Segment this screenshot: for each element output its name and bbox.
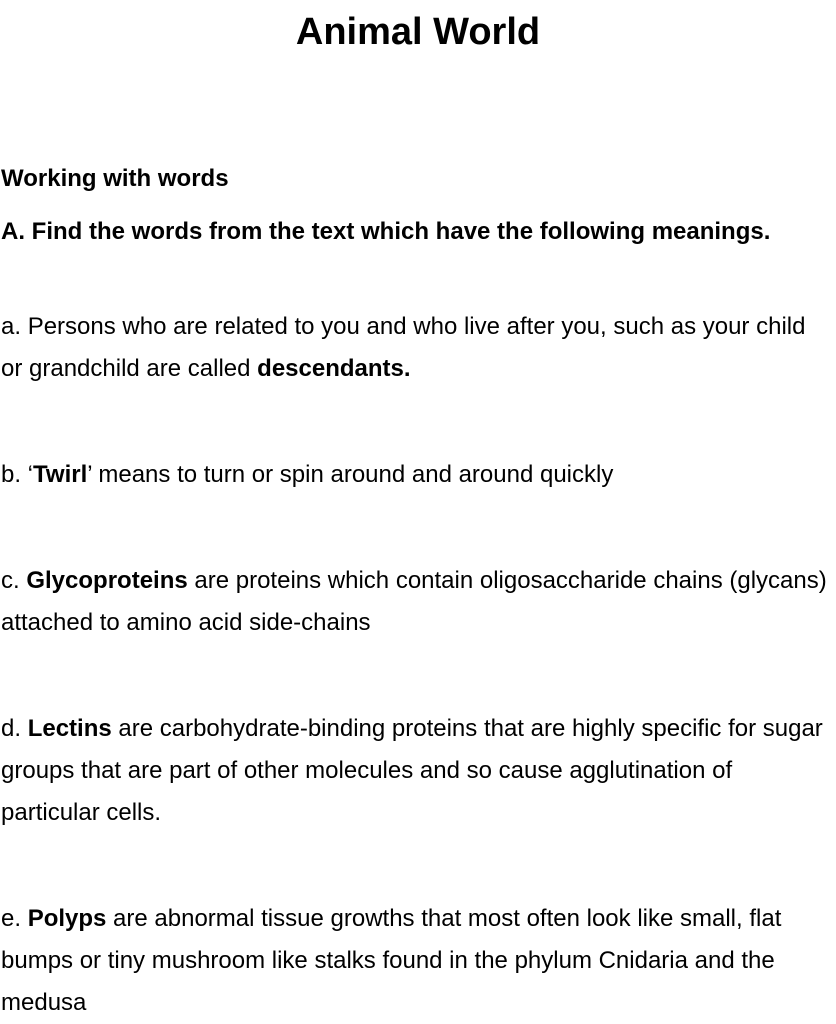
item-prefix: d. — [1, 715, 28, 742]
definition-item-a — [1, 306, 827, 390]
page-title: Animal World — [295, 11, 541, 53]
item-text: are carbohydrate-binding proteins that are highly specific for sugar groups that are part of other molecules and so cause agglutination of particular cells. — [1, 715, 823, 826]
item-prefix: a. — [1, 313, 28, 340]
item-text: are abnormal tissue growths that most often look like small, flat bumps or tiny mushroom like stalks found in the phylum Cnidaria and the medusa — [1, 905, 782, 1016]
item-prefix: e. — [1, 905, 28, 932]
item-term: Twirl — [33, 461, 88, 488]
item-term: Glycoproteins — [26, 567, 188, 594]
definition-item-b — [1, 454, 827, 496]
definition-item-e — [1, 898, 827, 1024]
exercise-instruction: A. Find the words from the text which have the following meanings. — [1, 218, 771, 245]
item-term: Polyps — [27, 905, 107, 932]
item-prefix: c. — [1, 567, 27, 594]
item-text: ’ means to turn or spin around and around quickly — [87, 461, 614, 488]
section-heading: Working with words — [1, 165, 229, 192]
definition-item-d — [1, 708, 827, 834]
item-term: descendants. — [257, 355, 411, 382]
item-term: Lectins — [27, 715, 112, 742]
item-text: are proteins which contain oligosaccharide chains (glycans) attached to amino acid side-chains — [1, 567, 827, 636]
item-prefix: b. ‘ — [1, 461, 34, 488]
definition-item-c — [1, 560, 827, 644]
item-text: Persons who are related to you and who live after you, such as your child or grandchild are called — [1, 313, 806, 382]
